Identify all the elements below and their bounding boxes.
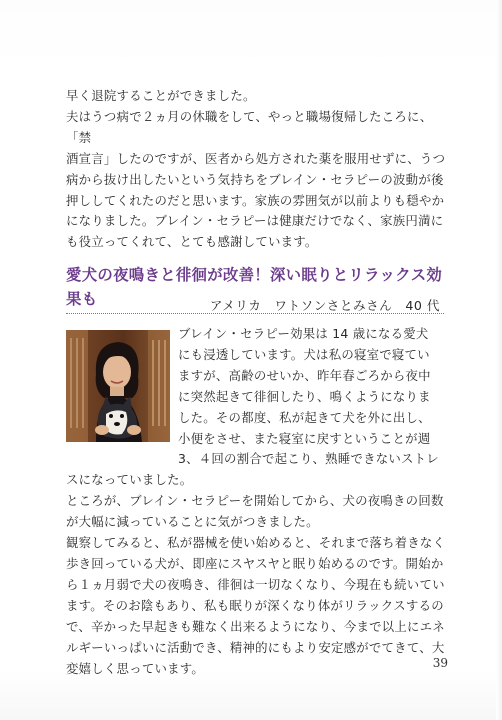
text-line: にも浸透しています。犬は私の寝室で寝てい [178, 346, 430, 362]
photo-spacer [66, 324, 178, 450]
text-line: した。その都度、私が起きて犬を外に出し、 [178, 409, 431, 425]
text-line: 歩き回っている犬が、即座にスヤスヤと眠り始めるのです。開始か [66, 555, 444, 571]
text-line: 病から抜け出したいという気持ちをブレイン・セラピーの波動が後 [66, 171, 444, 187]
text-line: ブレイン・セラピー効果は 14 歳になる愛犬 [178, 326, 429, 341]
text-line: 小便をさせ、また寝室に戻すということが週 [178, 430, 431, 446]
text-line: 早く退院することができました。 [66, 88, 256, 103]
text-line: 観察してみると、私が器械を使い始めると、それまで落ち着きなく [66, 535, 446, 551]
intro-paragraph [66, 86, 446, 253]
text-line: ルギーいっぱいに活動でき、精神的にもより安定感がでてきて、大 [66, 639, 445, 655]
page-edge [496, 0, 502, 720]
text-line: 酒宣言」したのですが、医者から処方された薬を服用せずに、うつ [66, 150, 446, 166]
text-line: ところが、ブレイン・セラピーを開始してから、犬の夜鳴きの回数 [66, 493, 444, 509]
text-line: が大幅に減っていることに気がつきました。 [66, 514, 319, 530]
text-line: ますが、高齢のせいか、昨年春ごろから夜中 [178, 367, 431, 383]
page-number: 39 [432, 656, 448, 670]
text-line: になりました。ブレイン・セラピーは健康だけでなく、家族円満に [66, 213, 444, 229]
text-line: 変嬉しく思っています。 [66, 660, 205, 676]
text-line: 夫はうつ病で２ヵ月の休職をして、やっと職場復帰したころに、「禁 [66, 108, 433, 145]
section-heading: 愛犬の夜鳴きと徘徊が改善！深い眠りとリラックス効果も [66, 263, 444, 314]
text-line: 3、４回の割合で起こり、熟睡できないストレスになっていました。 [66, 451, 439, 488]
text-line: ら１ヵ月弱で犬の夜鳴き、徘徊は一切なくなり、今現在も続いてい [66, 576, 445, 592]
text-line: も役立ってくれて、とても感謝しています。 [66, 234, 318, 250]
page-top-shade [0, 0, 502, 70]
text-line: 押ししてくれたのだと思います。家族の雰囲気が以前よりも穏やか [66, 192, 445, 208]
section-body [66, 324, 446, 679]
text-line: ます。そのお陰もあり、私も眠りが深くなり体がリラックスするの [66, 597, 444, 613]
text-line: に突然起きて徘徊したり、鳴くようになりま [178, 388, 431, 404]
author-line: アメリカ ワトソンさとみさん 40 代 [209, 298, 440, 313]
text-line: で、辛かった早起きも難なく出来るようになり、今まで以上にエネ [66, 618, 445, 634]
